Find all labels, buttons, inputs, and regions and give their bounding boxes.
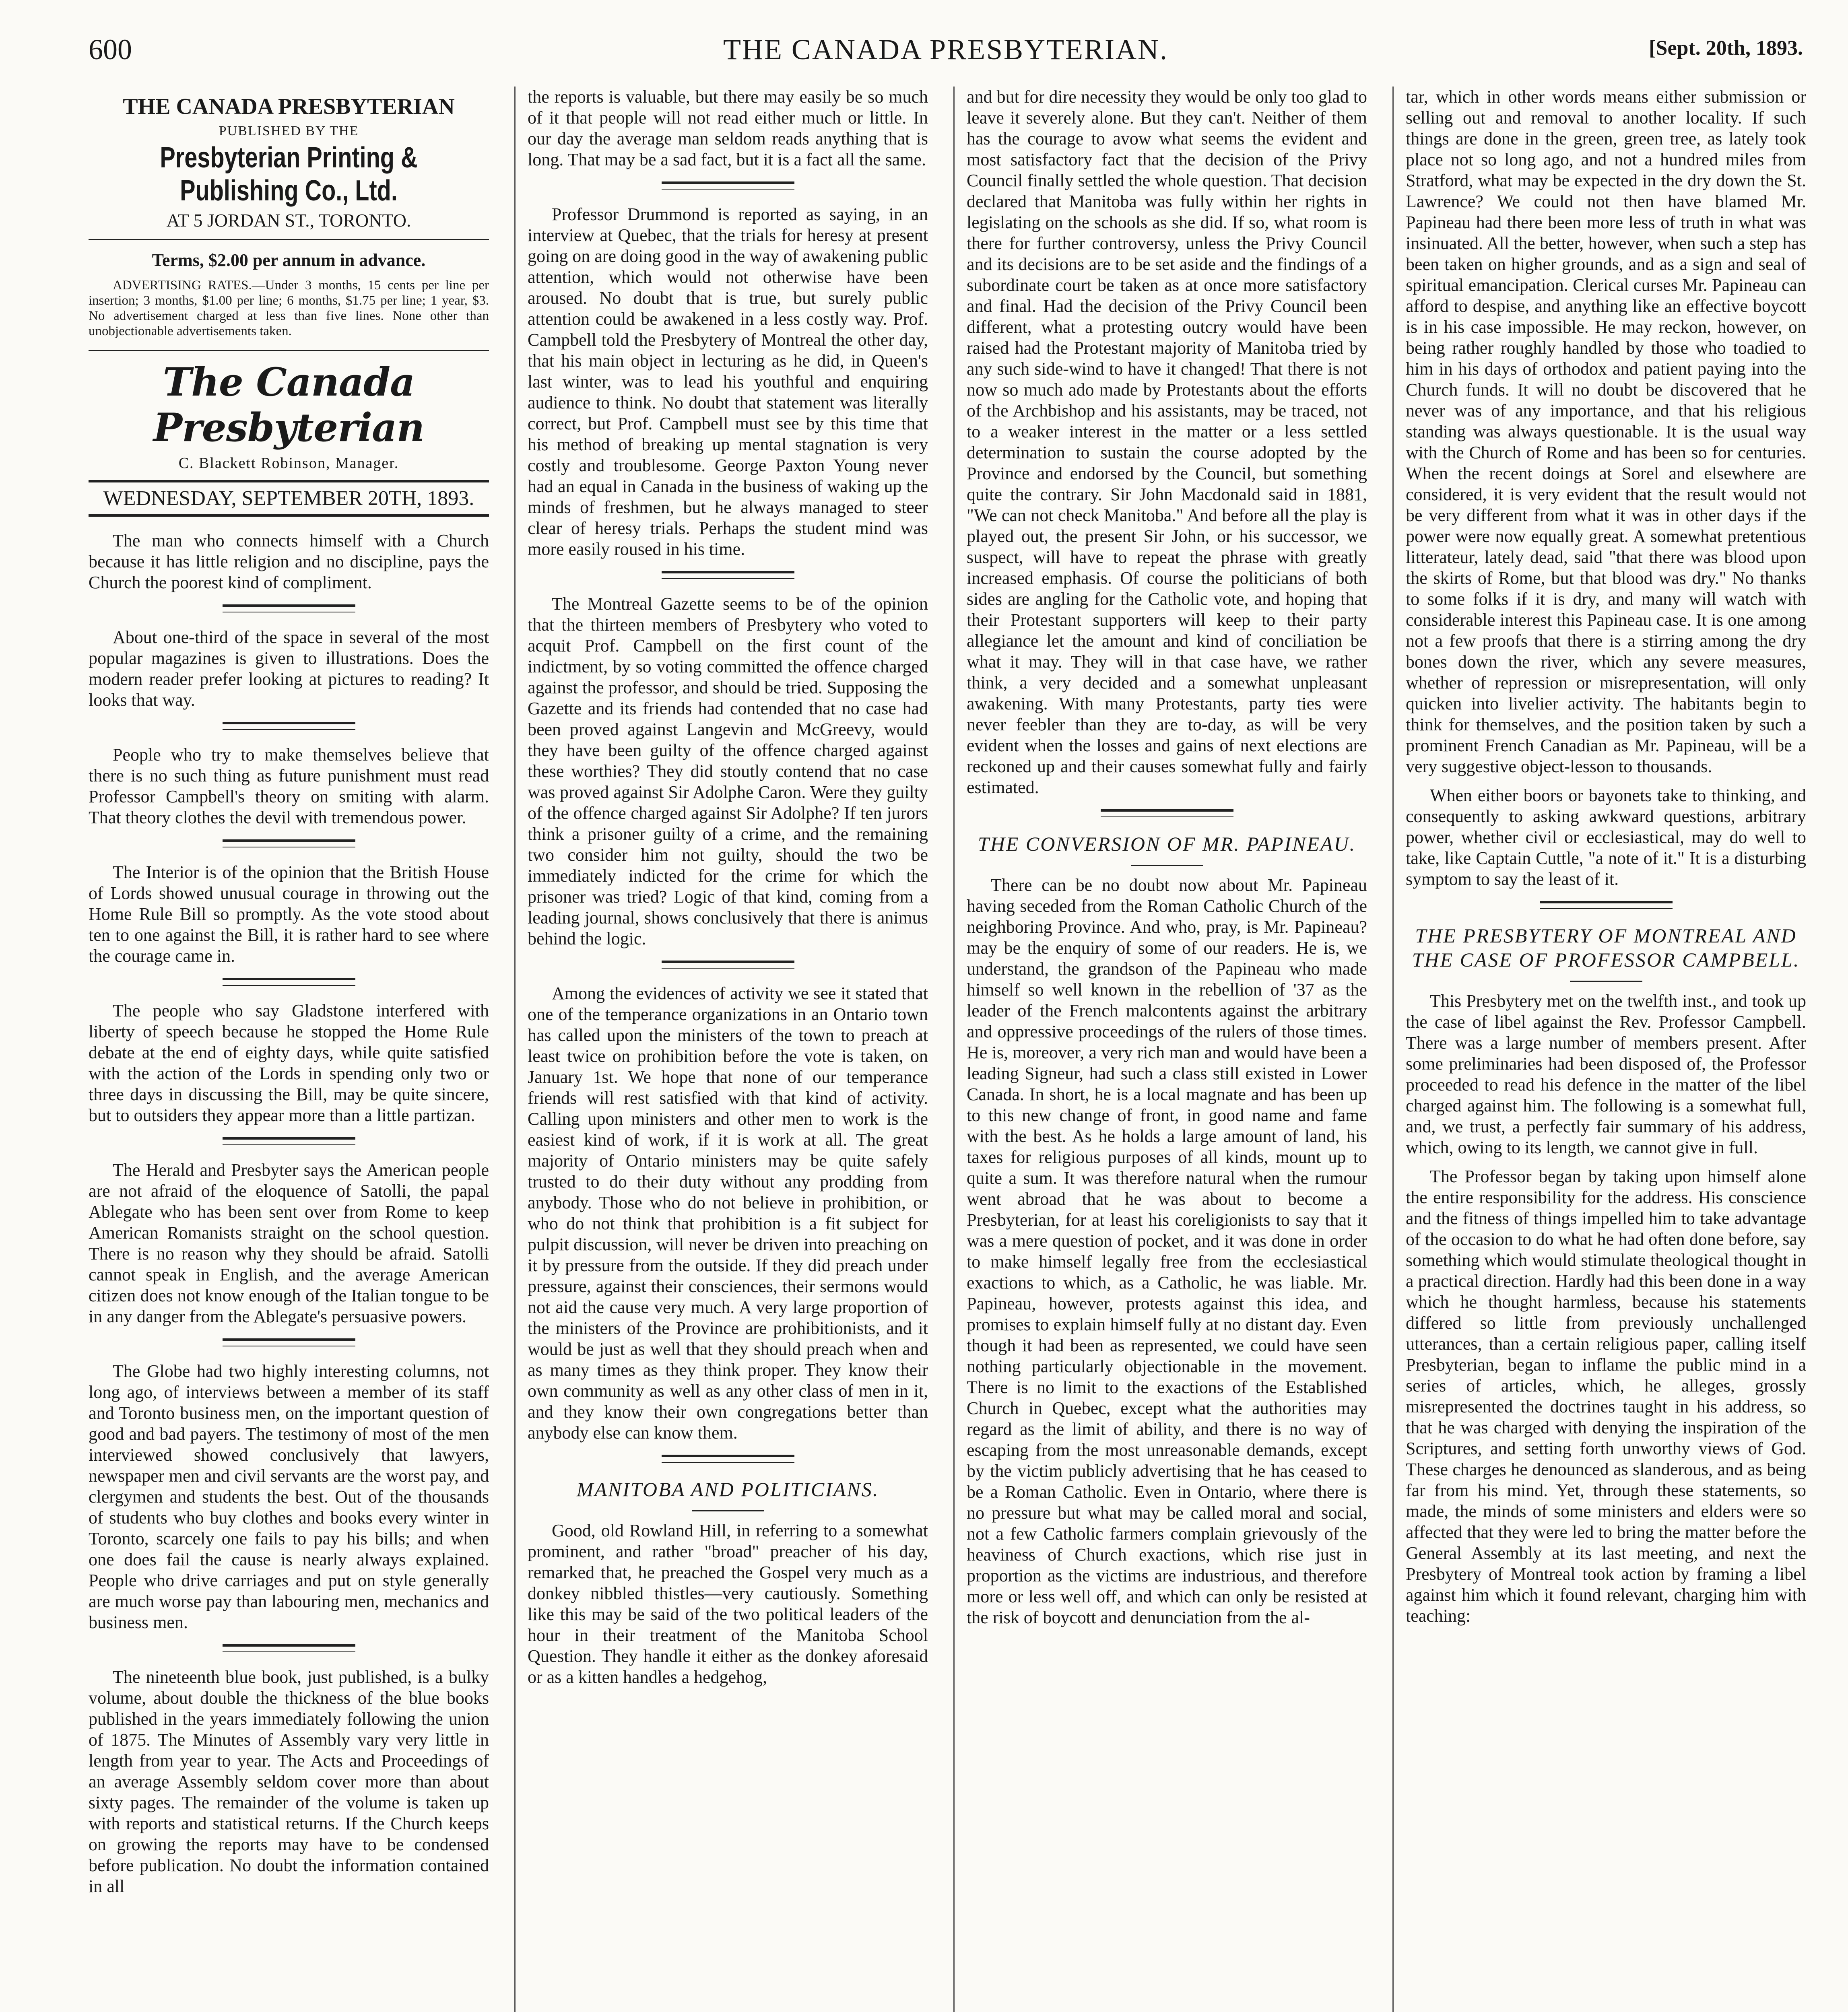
- paragraph: People who try to make themselves believe that there is no such thing as future punishment must read Professor Campbell's theory on smiting with alarm. That theory clothes the devil with tremendous power.: [89, 745, 489, 827]
- column-3: [953, 87, 1367, 2012]
- published-by: PUBLISHED BY THE: [219, 124, 359, 138]
- paragraph: The Herald and Presbyter says the American people are not afraid of the eloquence of Satolli, the papal Ablegate who has been sent over from Rome to keep American Romanists straight on the school question. There is no reason why they should be afraid. Satolli cannot speak in English, and the average American citizen does not know enough of the Italian tongue to be in any danger from the Ablegate's persuasive powers.: [89, 1160, 489, 1326]
- section-title-presbytery: THE PRESBYTERY OF MONTREAL AND THE CASE OF PROFESSOR CAMPBELL.: [1412, 924, 1800, 971]
- divider: [89, 239, 489, 240]
- manager-line: C. Blackett Robinson, Manager.: [178, 455, 399, 472]
- divider: [662, 961, 794, 969]
- divider: [223, 604, 355, 612]
- paragraph: Among the evidences of activity we see it stated that one of the temperance organizations in an Ontario town has called upon the ministers of the town to preach at least twice on prohibition before the vote is taken, on January 1st. We hope that none of our temperance friends will rest satisfied with that kind of activity. Calling upon ministers and other men to work is the easiest kind of work, if it is work at all. The great majority of Ontario ministers may be quite safely trusted to do their duty without any prodding from anybody. Those who do not believe in prohibition, or who do not think that prohibition is a fit subject for pulpit discussion, will never be driven into preaching on it by pressure from the outside. If they did preach under pressure, against their consciences, their sermons would not aid the cause very much. A very large proportion of the ministers of the Province are prohibitionists, and it would be just as well that they should preach when and as many times as they think proper. They know their own community as well as any other class of men in it, and they know their own congregations better than anybody else can know them.: [528, 983, 928, 1443]
- running-masthead: THE CANADA PRESBYTERIAN.: [723, 33, 1169, 66]
- paper-title: THE CANADA PRESBYTERIAN: [123, 94, 455, 119]
- paragraph: This Presbytery met on the twelfth inst., and took up the case of libel against the Rev. Professor Campbell. There was a large number of members present. After some preliminaries had been disposed of, the Professor proceeded to read his defence in the matter of the libel charged against him. The following is a somewhat full, and, we trust, a perfectly fair summary of his address, which, owing to its length, we cannot give in full.: [1406, 991, 1806, 1157]
- divider: [223, 1644, 355, 1652]
- page-header: [89, 33, 1803, 77]
- paragraph: tar, which in other words means either submission or selling out and removal to another locality. If such things are done in the green, green tree, as lately took place not so long ago, and not a hundred miles from Stratford, what may be expected in the dry down the St. Lawrence? We could not then have blamed Mr. Papineau had there been more less of truth in what was insinuated. All the better, however, when such a step has been taken on higher grounds, and as a sign and seal of spiritual emancipation. Clerical curses Mr. Papineau can afford to despise, and anything like an effective boycott is in his case impossible. He may reckon, however, on being rather roughly handled by those who toadied to him in his days of orthodox and patient paying into the Church funds. It will no doubt be discovered that he never was of any importance, and that his religious standing was always questionable. It is the usual way with the Church of Rome and has been so for centuries. When the recent doings at Sorel and elsewhere are considered, it is very evident that the result would not be very different from what it was in other days if the power were now equally great. A somewhat pretentious litterateur, lately dead, said "that there was blood upon the skirts of Rome, but that blood was dry." No thanks to some folks if it is dry, and many will watch with considerable interest this Papineau case. It is one among not a few proofs that there is a stirring among the dry bones down the river, which any severe measures, whether of repression or misrepresentation, will only quicken into livelier activity. The habitants begin to think for themselves, and the position taken by such a prominent French Canadian as Mr. Papineau, will be a very suggestive object-lesson to thousands.: [1406, 87, 1806, 776]
- publisher-address: AT 5 JORDAN ST., TORONTO.: [166, 210, 411, 231]
- section-title-papineau: THE CONVERSION OF MR. PAPINEAU.: [978, 833, 1356, 855]
- page-columns: [89, 87, 1807, 2012]
- paragraph: The Professor began by taking upon himself alone the entire responsibility for the address. His conscience and the fitness of things impelled him to take advantage of the occasion to do what he had often done before, say something which would stimulate theological thought in a practical direction. Hardly had this been done in a way which he thought harmless, because his statements differed so little from previously unchallenged utterances, than a certain religious paper, calling itself Presbyterian, began to inflame the public mind in a series of articles, which, he alleges, grossly misrepresented the doctrines taught in his address, so that he was charged with denying the inspiration of the Scriptures, and setting forth unworthy views of God. These charges he denounced as slanderous, and as being far from his mind. Yet, through these statements, so made, the minds of some ministers and elders were so affected that they were led to bring the matter before the General Assembly at its last meeting, and next the Presbytery of Montreal took action by framing a libel against him which it found relevant, charging him with teaching:: [1406, 1167, 1806, 1626]
- divider: [223, 1338, 355, 1346]
- paragraph: The Globe had two highly interesting columns, not long ago, of interviews between a member of its staff and Toronto business men, on the important question of good and bad payers. The testimony of most of the men interviewed showed conclusively that lawyers, newspaper men and civil servants are the worst pay, and clergymen and students the best. Out of the thousands of students who buy clothes and books every winter in Toronto, scarcely one fails to pay his bills; and when one does fail the cause is nearly always explained. People who drive carriages and put on style generally are much worse pay than labouring men, mechanics and business men.: [89, 1361, 489, 1632]
- paragraph: The Montreal Gazette seems to be of the opinion that the thirteen members of Presbytery who voted to acquit Prof. Campbell on the first count of the indictment, by so voting committed the offence charged against the professor, and should be tried. Supposing the Gazette and its friends had contended that no case had been proved against Langevin and McGreevy, would they have been guilty of the offence charged against these worthies? They did stoutly contend that no case was proved against Sir Adolphe Caron. Were they guilty of the offence charged against Sir Adolphe? If ten jurors think a prisoner guilty of a crime, and the remaining two consider him not guilty, should the two be immediately indicted for the crime for which the prisoner was tried? Logic of that kind, coming from a leading journal, shows conclusively that there is animus behind the logic.: [528, 594, 928, 948]
- paragraph: The people who say Gladstone interfered with liberty of speech because he stopped the Home Rule debate at the end of eighty days, while quite satisfied with the action of the Lords in spending only two or three days in discussing the Bill, may be quite sincere, but to outsiders they appear more than a little partizan.: [89, 1001, 489, 1125]
- section-title-manitoba: MANITOBA AND POLITICIANS.: [576, 1478, 879, 1501]
- paragraph: The Interior is of the opinion that the British House of Lords showed unusual courage in throwing out the Home Rule Bill so promptly. As the vote stood about ten to one against the Bill, it is rather hard to see where the courage came in.: [89, 862, 489, 966]
- divider: [89, 350, 489, 351]
- divider: [662, 571, 794, 579]
- paragraph: and but for dire necessity they would be only too glad to leave it severely alone. But they can't. Neither of them has the courage to avow what seems the evident and most satisfactory fact that the decision of the Privy Council finally settled the whole question. That decision declared that Manitoba was fully within her rights in legislating on the schools as she did. If so, what room is there for further controversy, unless the Privy Council and its decisions are to be set aside and the findings of a subordinate court be taken as at once more satisfactory and final. Had the decision of the Privy Council been different, what a protesting outcry would have been raised had the Protestant majority of Manitoba tried by any such side-wind to have it changed! That there is not now so much ado made by Protestants about the efforts of the Archbishop and his assistants, may be traced, not to a weaker interest in the matter or a less settled determination to sustain the course adopted by the Province and endorsed by the Council, but something quite the contrary. Sir John Macdonald said in 1881, "We can not check Manitoba." And before all the play is played out, the present Sir John, or his successor, we suspect, will have to repeat the phrase with greatly increased emphasis. Of course the politicians of both sides are angling for the Catholic vote, and hoping that their Protestant supporters will keep to their party allegiance let the amount and kind of conciliation be what it may. They will in that case have, we rather think, a very decided and a somewhat unpleasant awakening. With many Protestants, party ties were never feebler than they are to-day, as will be very evident when the losses and gains of next elections are reckoned up and their causes somewhat fully and fairly estimated.: [967, 87, 1367, 797]
- divider: [1540, 901, 1673, 909]
- paragraph: the reports is valuable, but there may easily be so much of it that people will not read either much or little. In our day the average man seldom reads anything that is long. That may be a sad fact, but it is a fact all the same.: [528, 87, 928, 169]
- publisher-name: Presbyterian Printing & Publishing Co., Ltd.: [160, 142, 418, 207]
- divider: [223, 978, 355, 986]
- divider: [223, 1137, 355, 1145]
- column-2: [514, 87, 928, 2012]
- divider: [692, 1510, 764, 1511]
- advertising-rates: ADVERTISING RATES.—Under 3 months, 15 cents per line per insertion; 3 months, $1.00 per line; 6 months, $1.75 per line; 1 year, $3. No advertisement charged at less than five lines. None other than unobjectionable advertisements taken.: [89, 278, 489, 338]
- divider: [1131, 865, 1203, 866]
- divider: [223, 722, 355, 730]
- publisher-box: [89, 94, 489, 517]
- divider: [1101, 809, 1233, 817]
- divider: [662, 181, 794, 190]
- paragraph: There can be no doubt now about Mr. Papineau having seceded from the Roman Catholic Church of the neighboring Province. And who, pray, is Mr. Papineau? may be the enquiry of some of our readers. He is, we understand, the grandson of the Papineau who made himself so well known in the rebellion of '37 as the leader of the French malcontents against the arbitrary and oppressive proceedings of the rulers of those times. He is, moreover, a very rich man and would have been a leading Signeur, had such a class still existed in Lower Canada. In short, he is a local magnate and has been up to this new change of front, in good name and fame with the best. As he holds a large amount of land, his taxes for religious purposes of all kinds, mount up to quite a sum. It was therefore natural when the rumour went abroad that he was about to become a Presbyterian, for at least his coreligionists to say that it was a mere question of pocket, and it was done in order to make himself legally free from the ecclesiastical exactions to which, as a Catholic, he was liable. Mr. Papineau, however, protests against this idea, and promises to explain himself fully at no distant day. Even though it had been as represented, we could have seen nothing particularly objectionable in the movement. There is no limit to the exactions of the Established Church in Quebec, except what the authorities may regard as the limit of ability, and there is no way of escaping from the most unreasonable demands, except by the victim publicly advertising that he has ceased to be a Roman Catholic. Even in Ontario, where there is no pressure but what may be called moral and social, not a few Catholic farmers complain grievously of the heaviness of Church exactions, which rise just in proportion as the victims are industrious, and therefore more or less well off, and which can only be resisted at the risk of boycott and denunciation from the al-: [967, 875, 1367, 1627]
- column-4: [1392, 87, 1806, 2012]
- page-date: [Sept. 20th, 1893.: [1649, 37, 1803, 60]
- paragraph: About one-third of the space in several of the most popular magazines is given to illustrations. Does the modern reader prefer looking at pictures to reading? It looks that way.: [89, 627, 489, 710]
- paragraph: Good, old Rowland Hill, in referring to a somewhat prominent, and rather "broad" preacher of his day, remarked that, he preached the Gospel very much as a donkey nibbled thistles—very cautiously. Something like this may be said of the two political leaders of the hour in their treatment of the Manitoba School Question. They handle it either as the donkey aforesaid or as a kitten handles a hedgehog,: [528, 1521, 928, 1687]
- page-number: 600: [89, 33, 132, 66]
- paragraph: The man who connects himself with a Church because it has little religion and no discipline, pays the Church the poorest kind of compliment.: [89, 531, 489, 592]
- column-1: [89, 87, 489, 2012]
- divider: [1570, 981, 1642, 982]
- issue-dateline: WEDNESDAY, SEPTEMBER 20TH, 1893.: [89, 480, 489, 517]
- divider: [662, 1455, 794, 1463]
- subscription-terms: Terms, $2.00 per annum in advance.: [152, 250, 426, 270]
- divider: [223, 839, 355, 847]
- paragraph: Professor Drummond is reported as saying, in an interview at Quebec, that the trials for heresy at present going on are doing good in the way of awakening public attention, which would not otherwise have been aroused. No doubt that is true, but surely public attention could be awakened in a less costly way. Prof. Campbell told the Presbytery of Montreal the other day, that his main object in lecturing as he did, in Queen's last winter, was to lead his youthful and enquiring audience to think. No doubt that statement was literally correct, but Prof. Campbell must see by this time that his method of breaking up mental stagnation is very costly and troublesome. George Paxton Young never had an equal in Canada in the business of waking up the minds of freshmen, but he always managed to steer clear of heresy trials. Perhaps the student mind was more easily roused in his time.: [528, 204, 928, 559]
- paragraph: When either boors or bayonets take to thinking, and consequently to asking awkward questions, arbitrary power, whether civil or ecclesiastical, may do well to take, like Captain Cuttle, "a note of it." It is a disturbing symptom to say the least of it.: [1406, 785, 1806, 889]
- paragraph: The nineteenth blue book, just published, is a bulky volume, about double the thickness of the blue books published in the years immediately following the union of 1875. The Minutes of Assembly vary very little in length from year to year. The Acts and Proceedings of an average Assembly seldom cover more than about sixty pages. The remainder of the volume is taken up with reports and statistical returns. If the Church keeps on growing the reports may have to be condensed before publication. No doubt the information contained in all: [89, 1667, 489, 1896]
- gothic-title: The Canada Presbyterian: [153, 359, 425, 450]
